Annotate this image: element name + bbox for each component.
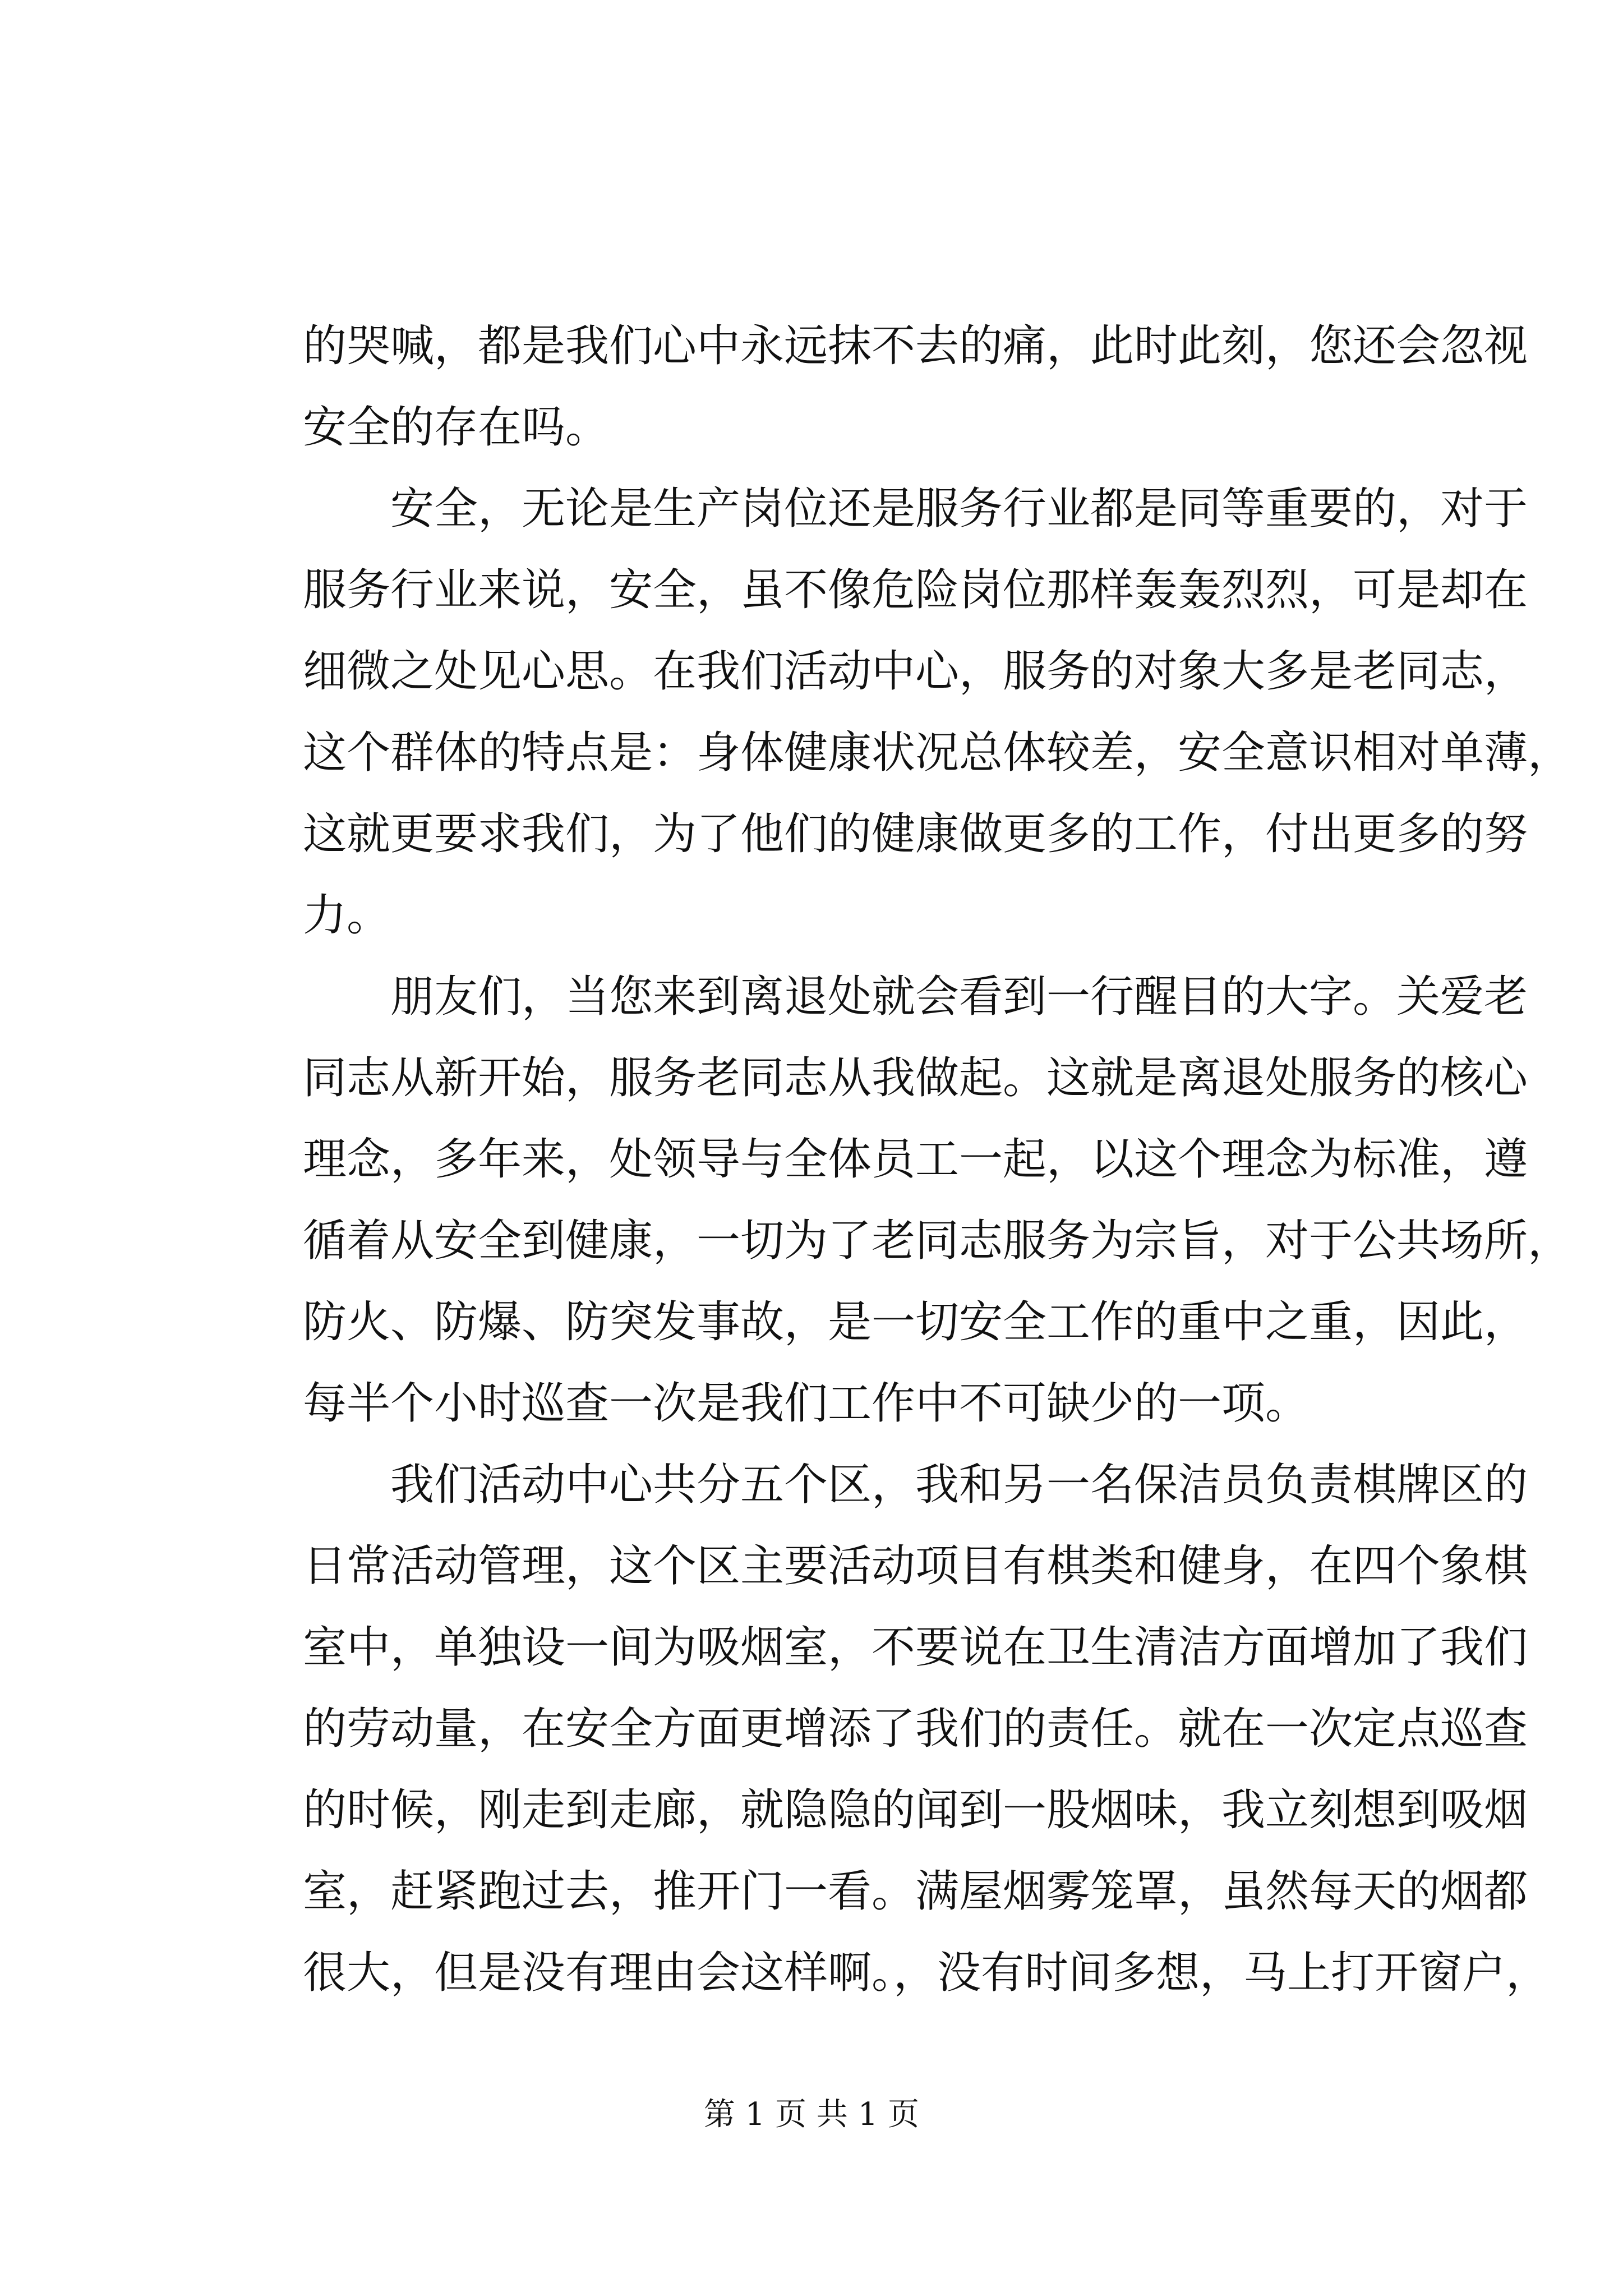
text-line: 理念，多年来，处领导与全体员工一起，以这个理念为标准，遵 bbox=[303, 1134, 1528, 1185]
text-line: 每半个小时巡查一次是我们工作中不可缺少的一项。 bbox=[303, 1378, 1310, 1429]
text-line: 很大，但是没有理由会这样啊。，没有时间多想，马上打开窗户， bbox=[303, 1948, 1550, 1998]
text-line: 的时候，刚走到走廊，就隐隐的闻到一股烟味，我立刻想到吸烟 bbox=[303, 1785, 1528, 1835]
text-line: 这个群体的特点是：身体健康状况总体较差，安全意识相对单薄， bbox=[303, 728, 1572, 778]
text-line: 日常活动管理，这个区主要活动项目有棋类和健身，在四个象棋 bbox=[303, 1541, 1528, 1591]
text-line: 室，赶紧跑过去，推开门一看。满屋烟雾笼罩，虽然每天的烟都 bbox=[303, 1866, 1528, 1917]
text-line: 的哭喊，都是我们心中永远抹不去的痛，此时此刻，您还会忽视 bbox=[303, 321, 1528, 371]
text-line: 安全，无论是生产岗位还是服务行业都是同等重要的，对于 bbox=[303, 484, 1528, 534]
text-line: 力。 bbox=[303, 890, 391, 941]
document-body bbox=[303, 306, 1572, 2014]
page-footer: 第 1 页 共 1 页 bbox=[703, 2096, 920, 2133]
text-line: 的劳动量，在安全方面更增添了我们的责任。就在一次定点巡查 bbox=[303, 1704, 1528, 1754]
text-line: 我们活动中心共分五个区，我和另一名保洁员负责棋牌区的 bbox=[303, 1460, 1528, 1510]
text-line: 细微之处见心思。在我们活动中心，服务的对象大多是老同志， bbox=[303, 646, 1528, 697]
text-line: 这就更要求我们，为了他们的健康做更多的工作，付出更多的努 bbox=[303, 809, 1528, 859]
text-line: 同志从新开始，服务老同志从我做起。这就是离退处服务的核心 bbox=[303, 1053, 1528, 1103]
text-line: 室中，单独设一间为吸烟室，不要说在卫生清洁方面增加了我们 bbox=[303, 1622, 1528, 1673]
text-line: 循着从安全到健康，一切为了老同志服务为宗旨，对于公共场所， bbox=[303, 1216, 1572, 1266]
text-line: 朋友们，当您来到离退处就会看到一行醒目的大字。关爱老 bbox=[303, 972, 1528, 1022]
text-line: 防火、防爆、防突发事故，是一切安全工作的重中之重，因此， bbox=[303, 1297, 1528, 1347]
text-line: 安全的存在吗。 bbox=[303, 402, 610, 453]
text-line: 服务行业来说，安全，虽不像危险岗位那样轰轰烈烈，可是却在 bbox=[303, 565, 1528, 615]
